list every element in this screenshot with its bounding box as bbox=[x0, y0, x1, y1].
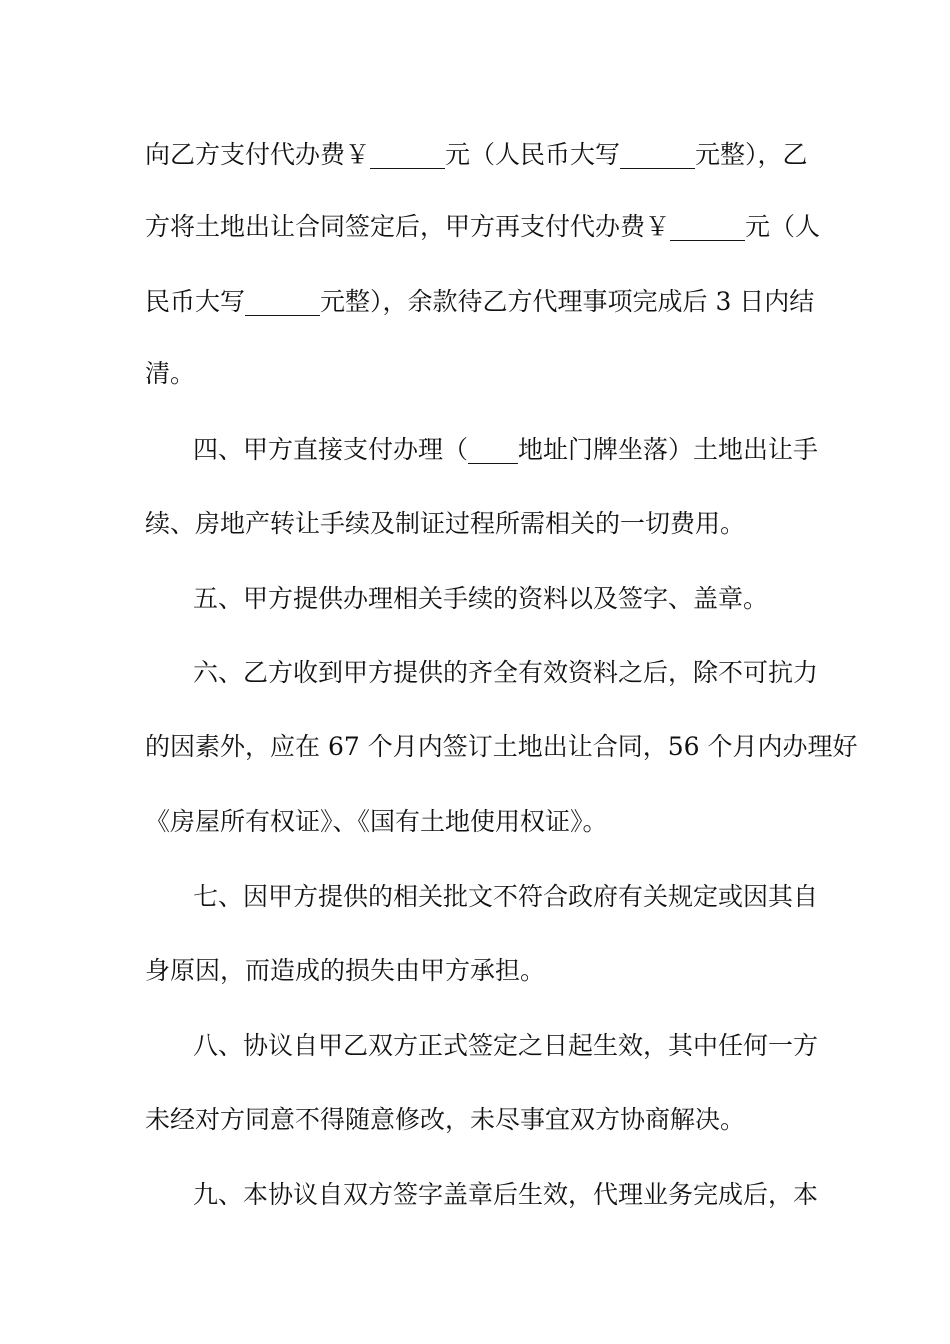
clause-6-line-1: 六、乙方收到甲方提供的齐全有效资料之后，除不可抗力 bbox=[193, 658, 819, 687]
text-line-3: 民币大写______元整），余款待乙方代理事项完成后 3 日内结 bbox=[145, 287, 815, 316]
clause-6-line-2: 的因素外，应在 67 个月内签订土地出让合同，56 个月内办理好 bbox=[145, 732, 858, 761]
text-line-2: 方将土地出让合同签定后，甲方再支付代办费￥______元（人 bbox=[145, 212, 821, 241]
clause-5-line-1: 五、甲方提供办理相关手续的资料以及签字、盖章。 bbox=[193, 584, 769, 613]
clause-6-line-3: 《房屋所有权证》、《国有土地使用权证》。 bbox=[145, 807, 608, 836]
clause-7-line-1: 七、因甲方提供的相关批文不符合政府有关规定或因其自 bbox=[193, 882, 819, 911]
clause-7-line-2: 身原因，而造成的损失由甲方承担。 bbox=[145, 956, 546, 985]
clause-4-line-1: 四、甲方直接支付办理（____地址门牌坐落）土地出让手 bbox=[193, 435, 819, 464]
clause-9-line-1: 九、本协议自双方签字盖章后生效，代理业务完成后，本 bbox=[193, 1180, 819, 1209]
clause-8-line-2: 未经对方同意不得随意修改，未尽事宜双方协商解决。 bbox=[145, 1105, 746, 1134]
clause-4-line-2: 续、房地产转让手续及制证过程所需相关的一切费用。 bbox=[145, 509, 746, 538]
text-line-1: 向乙方支付代办费￥______元（人民币大写______元整），乙 bbox=[145, 140, 808, 169]
text-line-4: 清。 bbox=[145, 359, 196, 388]
clause-8-line-1: 八、协议自甲乙双方正式签定之日起生效，其中任何一方 bbox=[193, 1031, 819, 1060]
